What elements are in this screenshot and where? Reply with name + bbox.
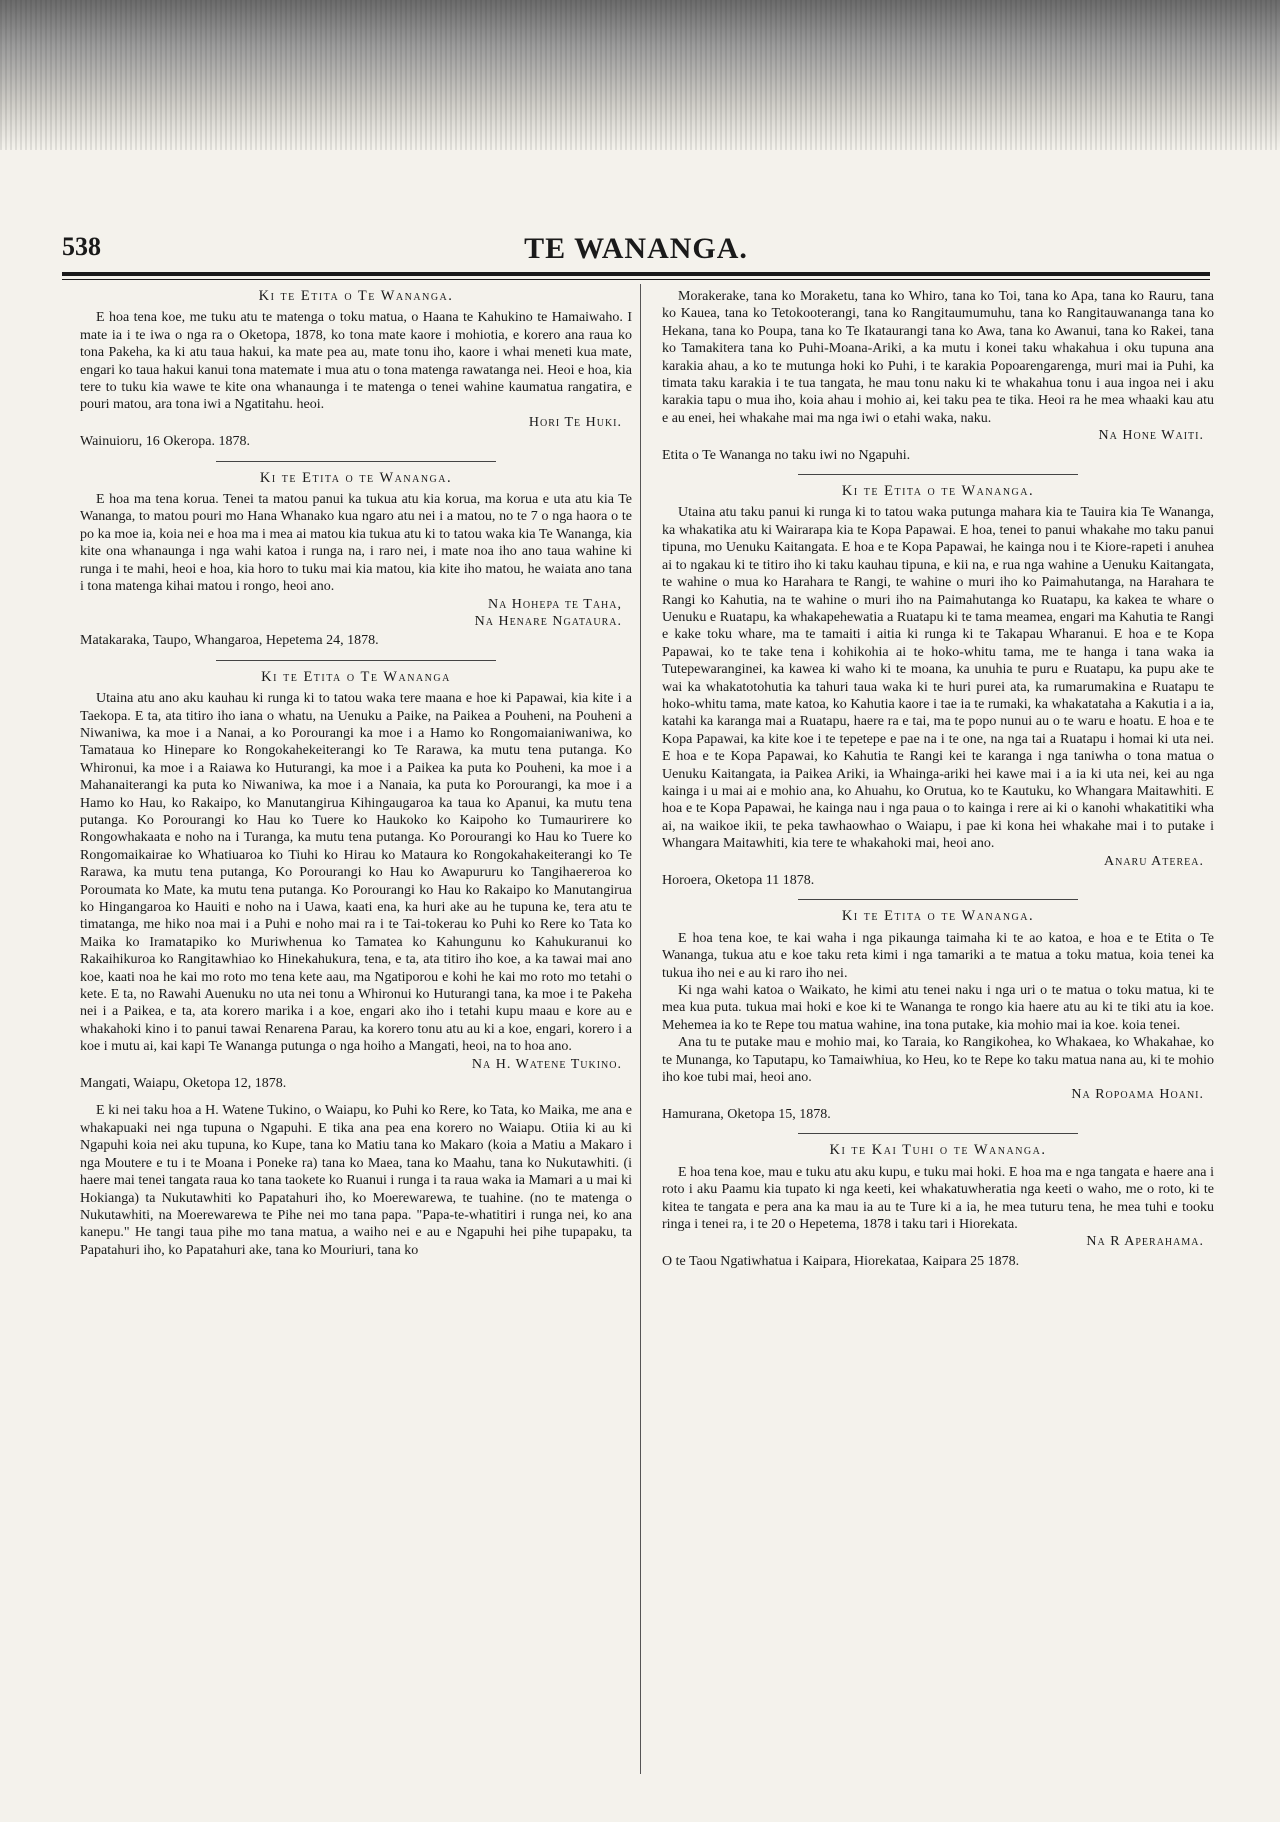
letter-signature: Na R Aperahama. — [1086, 1234, 1204, 1250]
letter-place-date: Hamurana, Oketopa 15, 1878. — [662, 1106, 831, 1122]
left-column — [80, 288, 632, 1269]
paper-title: TE WANANGA. — [524, 232, 748, 265]
letter-signature: Na H. Watene Tukino. — [471, 1056, 622, 1072]
page-number: 538 — [62, 232, 101, 261]
letter — [662, 288, 1214, 464]
letter-paragraph: E hoa tena koe, mau e tuku atu aku kupu, e tuku mai hoki. E hoa ma e nga tangata e haere ana i roto i aku Paamu kia tupato ki nga keeti, kei whakatuwheratia nga keeti o waho, me o roto, ki te kitea te tangata e pera ana ka mau ia au te Ture ki a ia, he mea tuturu tena, he mea tuhi e tooku ringa i tenei ra, i te 20 o Hepetema, 1878 i taku tari i Hiorekata. — [662, 1164, 1214, 1232]
letter-place-date: Etita o Te Wananga no taku iwi no Ngapuhi. — [662, 447, 911, 463]
letter-heading: Ki te Etita o te Wananga. — [841, 483, 1035, 500]
letter-place-date: Wainuioru, 16 Okeropa. 1878. — [80, 434, 250, 450]
letter-paragraph: E hoa tena koe, te kai waha i nga pikaunga taimaha ki te ao katoa, e hoa e te Etita o Te Wananga, tukua atu e koe taku reta kimi i nga tamariki a te matua a toku matua, koia tenei ka tukua iho nei e au ki raro iho nei. — [662, 930, 1214, 981]
letter-heading: Ki te Etita o Te Wananga — [261, 668, 451, 685]
letter-place-date: Horoera, Oketopa 11 1878. — [662, 873, 815, 888]
letter-heading: Ki te Kai Tuhi o te Wananga. — [829, 1142, 1047, 1159]
letter-signature: Hori Te Huki. — [528, 414, 622, 430]
letter-paragraph: Ana tu te putake mau e mohio mai, ko Taraia, ko Rangikohea, ko Whakaea, ko Whakahae, ko te Munanga, ko Taputapu, ko Tamaiwhiua, ko Heu, ko te Repe ko taku matua nana au, ki te mohio iho koe tubi mai, heoi ano. — [662, 1035, 1214, 1086]
letter-paragraph: Ki nga wahi katoa o Waikato, he kimi atu tenei naku i nga uri o te matua o toku matua, ki te mea kua puta. tukua mai hoki e koe ki te Wananga te rongo kia haere atu au ki te tiki atu ia koe. Mehemea ia ko te Repe tou matua wahine, ina tona putake, kia mohio mai ia koe. koia tenei. — [662, 983, 1214, 1033]
letter — [80, 470, 632, 650]
letter-signature: Anaru Aterea. — [1104, 853, 1204, 869]
section-separator — [798, 474, 1078, 475]
letter-paragraph: Morakerake, tana ko Moraketu, tana ko Whiro, tana ko Toi, tana ko Apa, tana ko Rauru, tana ko Kauea, tana ko Tetokooterangi, tana ko Rangitaumumuhu, tana ko Rangitauwananga tana ko Hekana, tana ko Poupa, tana ko Te Ikataurangi tana ko Awa, tana ko Awanui, tana ko Rakei, tana ko Tamakitera tana ko Puhi-Moana-Ariki, a ka mutu i konei taku whakahua i oku tupuna ana karakia ahau, a ko te mutunga hoki ko Puhi, i te karakia Popoarengarenga, muri mai ia Puhi, ka timata taku karakia i te tua tangata, he mau tonu naku ki te whakahua tonu i aua ingoa nei i aku karakia tapu o mua iho, koia ahau i mohio ai, kei taku pea te tika. Heoi ra he mea whaaki kau atu e au enei, hei whakahe mai ma nga iwi o etahi waka, naku. — [662, 289, 1214, 426]
header-rule — [62, 272, 1210, 276]
letter-paragraph: E hoa tena koe, me tuku atu te matenga o toku matua, o Haana te Kahukino te Hamaiwaho. I mate ia i te iwa o nga ra o Oketopa, 1878, ko tona mate kaore i mohiotia, e korero ana raua ko tona Pakeha, ka ki atu taua hakui, ka mate pea au, mate tonu iho, kaore i whai meneti kua mate, engari ko taua hakui kanui tona matemate i mua atu o tona matenga rawatanga nei. Heoi e hoa, kia tere to tuku kia wawe te kite ona whanaunga i te matenga o tenei wahine kaumatua rangatira, e pouri matou, ara tona iwi a Ngatitahu. heoi. — [80, 310, 633, 413]
letter-signature: Na Ropoama Hoani. — [1071, 1087, 1204, 1103]
letter-heading: Ki te Etita o Te Wananga. — [258, 288, 454, 304]
letter-paragraph: E hoa ma tena korua. Tenei ta matou panui ka tukua atu kia korua, ma korua e uta atu kia Te Wananga, to matou pouri mo Hana Whanako kua ngaro atu nei i a matou, no te 7 o nga haora o te po ka moe ia, koia nei e hoa ma i mea ai matou kia tukua atu ki to tatou waka kia Te Wananga, kia kite ona whanaunga i nga wahi katoa i runga na, i raro nei, i mate noa iho ano taua wahine ki runga i te mahi, heoi e hoa, kia horo to tuku mai kia matou, kia kite iho matou, he waiata ano tana i tona matenga kihai matou i rongo, heoi ano. — [80, 492, 632, 595]
letter-place-date: Mangati, Waiapu, Oketopa 12, 1878. — [80, 1076, 287, 1092]
section-separator — [216, 461, 496, 462]
letter-paragraph: Utaina atu taku panui ki runga ki to tatou waka putunga mahara kia te Tauira kia Te Wananga, ka whakatika atu ki Wairarapa kia te Kopa Papawai. E hoa, tenei to panui whakahe mo taku panui tipuna, mo Uenuku Kaitangata. E hoa e te Kopa Papawai, he kainga nou i te Kiore-rapeti i anuhea ai to ngakau ki te titiro iho ki taku kauhau tipuna, e kii na, e rua nga wahine a Uenuku Kaitangata, te wahine o mua ko Harahara te Rangi, te wahine o muri iho ko Paimahutanga, na Harahara te Rangi ko Kahutia, na te wahine o muri iho na Paimahutanga ko Ruatapu, ka kakea te whare o Uenuku e Ruatapu, ka whakapehewatia a Ruatapu ki te tama meamea, engari ma Kahutia te Rangi e kake toku whare, ma te tamaiti i aitia ki runga ki te Takapau Wharanui. E hoa e te Kopa Papawai, ko te take tena i kohikohia ai te hoko-whitu tama, me te hanga i tana waka ia Tutepewaranginei, ka kawea ki waho ki te moana, ka unuhia te puru e Ruatapu, ka pupu ake te wai ka whakatotohutia ka tahuri taua waka ki te huri purei ata, ka rumarumakina e Ruatapu te hoko-whitu tama, mate katoa, ko Kahutia kaore i tae ia te rumaki, ka whakatataha a Kakutia i a ia, katahi ka karanga mai a Ruatapu, haere ra e tai, ma te popo nunui au o te waru e hoatu. E hoa e te Kopa Papawai, ka kite koe i te tepetepe e pae na i te one, na nga tai a Ruatapu i homai ki uta nei. E hoa e te Kopa Papawai, ko Kahutia te Rangi kei te karanga i nga taniwha o tona matua o Uenuku Kaitangata, ia Paikea Ariki, ia Whainga-ariki hei kawe mai i a ia ki uta nei, kei au nga kainga i u mai ai e mohio ana, ko Ahuahu, ko Orutua, ko te Kautuku, ko Whangara Maitawhiti. E hoa e te Kopa Papawai, he kainga nau i nga paua o to kainga i rere ai ki o kanohi whakatitiki wha ai, na waikoe ikii, te peka tawhaowhao o Waiapu, i pae ki kona hei whakahe mai i to putake i Whangara Maitawhiti, kia tere te whakahoki mai, heoi ano. — [662, 505, 1214, 852]
letter-signature: Na Hone Waiti. — [1098, 428, 1204, 444]
column-divider — [640, 284, 641, 1774]
section-separator — [798, 1133, 1078, 1134]
letter — [80, 1102, 632, 1259]
letter — [662, 483, 1214, 889]
letter-place-date: O te Taou Ngatiwhatua i Kaipara, Hiorekataa, Kaipara 25 1878. — [662, 1253, 1020, 1269]
letter — [662, 1142, 1214, 1270]
right-column — [662, 288, 1214, 1280]
letter — [80, 288, 632, 451]
page-header — [62, 232, 1210, 268]
letter-paragraph: Utaina atu ano aku kauhau ki runga ki to tatou waka tere maana e hoe ki Papawai, kia kite i a Taekopa. E ta, ata titiro iho iana o whatu, na Uenuku a Paike, na Paikea a Pouheni, na Pouheni a Niwaniwa, ka moe i a Nanai, a ko Porourangi ka moe i a Hamo ko Rongomaianiwaniwa, ko Tamataua ko Hinepare ko Rongokahekeiterangi ko Te Rarawa, ka mutu tena putanga. Ko Whironui, ka moe i a Raiawa ko Huturangi, ka moe i a Paikea ka puta ko Pouheni, ka moe i a Mahanaiterangi ka puta ko Niwaniwa, ka moe i a Nanaia, ka puta ko Porourangi, ka moe i a Hamo ko Hau, ko Rakaipo, ko Manutangirua Kihingaugarоа ka taua ko Apanui, ka mutu tena putanga. Ko Porourangi ko Hau ko Tuere ko Haukoko ko Kaipoho ko Tumaurirere ko Rongowhakaata e noho na i Turanga, ka mutu tena putanga. Ko Porourangi ko Hau ko Tuere ko Rongomaikairae ko Whatiuaroa ko Tiuhi ko Hirau ko Mataura ko Rongokahakeiterangi ko Te Rarawa, ka mutu tena putanga, Ko Porourangi ko Hau ko Awapururu ko Tangihaereroa ko Poroumata ko Mate, ka mutu tena putanga. Ko Porourangi ko Hau ko Rakaipo ko Manutangirua ko Hingangaroa ko Hauiti e noho na i Uawa, kaati ena, ka huri ake au he tupuna ke, tera atu te timatanga, me hiko noa mai i a Puhi e noho mai ra i te Tai-tokerau ko Puhi ko Rere ko Tata ko Maika ko Iramatapiko ko Muriwhenua ko Tamatea ko Kahungunu ko Kahukuranui ko Rakaihikuroa ko Rangitawhiao ko Hinekahukura, tena, e ta, ata titiro iho koe, a ka tawai mai ano koe, kaati noa he kai mo roto mo tena kete aau, ma Ngatiporou e kohi he kai mo roto mo tetahi o kete. E ta, no Rawahi Auenuku no uta nei tonu a Whironui ko Huturangi tana, ka moe i te Pakeha nei i a Paikea, e ta, ata korero marika i a koe, engari ako iho i tetahi kupu maau e kore au e whakahoki kino i to panui tawai Renarena Parau, ka korero tonu atu au ki a koe, engari, korero i a koe i mutu ai, kai kapi Te Wananga putunga o nga hoiho a Mangati, heoi, na to hoa ano. — [80, 691, 632, 1055]
letter-paragraph: E ki nei taku hoa a H. Watene Tukino, o Waiapu, ko Puhi ko Rere, ko Tata, ko Maika, me ana e whakapuaki nei nga tupuna o Ngapuhi. E tika ana pea ena korero no Waiapu. Otiia ki au ki Ngapuhi koia nei aku tupuna, ko Kupe, tana ko Matiu tana ko Makaro (koia a Matiu a Makaro i nga Moutere e tu i te Moana i Poneke ra) tana ko Maea, tana ko Maahu, tana ko Nukutawhiti. (i haere mai tenei tangata raua ko tana taokete ko Ruanui i runga i ta raua waka ia Mamari a u mai ki Hokianga) ta Nukutawhiti ko Papatahuri iho, ko Moerewarewa, te tuahine. (no te matenga o Nukutawhiti, na Moerewarewa te Pihe nei mo tana papa. "Papa-te-whatitiri i runga nei, ko ana kanepu." He tangi taua pihe mo tana matua, a waiho nei e au e Ngapuhi hei pihe tupapaku, ta Papatahuri iho, ko Papatahuri ake, tana ko Mouriuri, tana ko — [80, 1103, 632, 1258]
scan-border — [0, 0, 1280, 150]
letter — [80, 669, 632, 1093]
letter-place-date: Matakaraka, Taupo, Whangaroa, Hepetema 24, 1878. — [80, 633, 379, 649]
letter — [662, 908, 1214, 1123]
letter-signature: Na Henare Ngataura. — [474, 613, 622, 629]
section-separator — [798, 899, 1078, 900]
letter-signature: Na Hohepa te Taha, — [487, 596, 622, 612]
letter-heading: Ki te Etita o te Wananga. — [841, 908, 1035, 925]
section-separator — [216, 660, 496, 661]
header-rule-thin — [62, 279, 1210, 280]
letter-heading: Ki te Etita o te Wananga. — [259, 469, 453, 486]
